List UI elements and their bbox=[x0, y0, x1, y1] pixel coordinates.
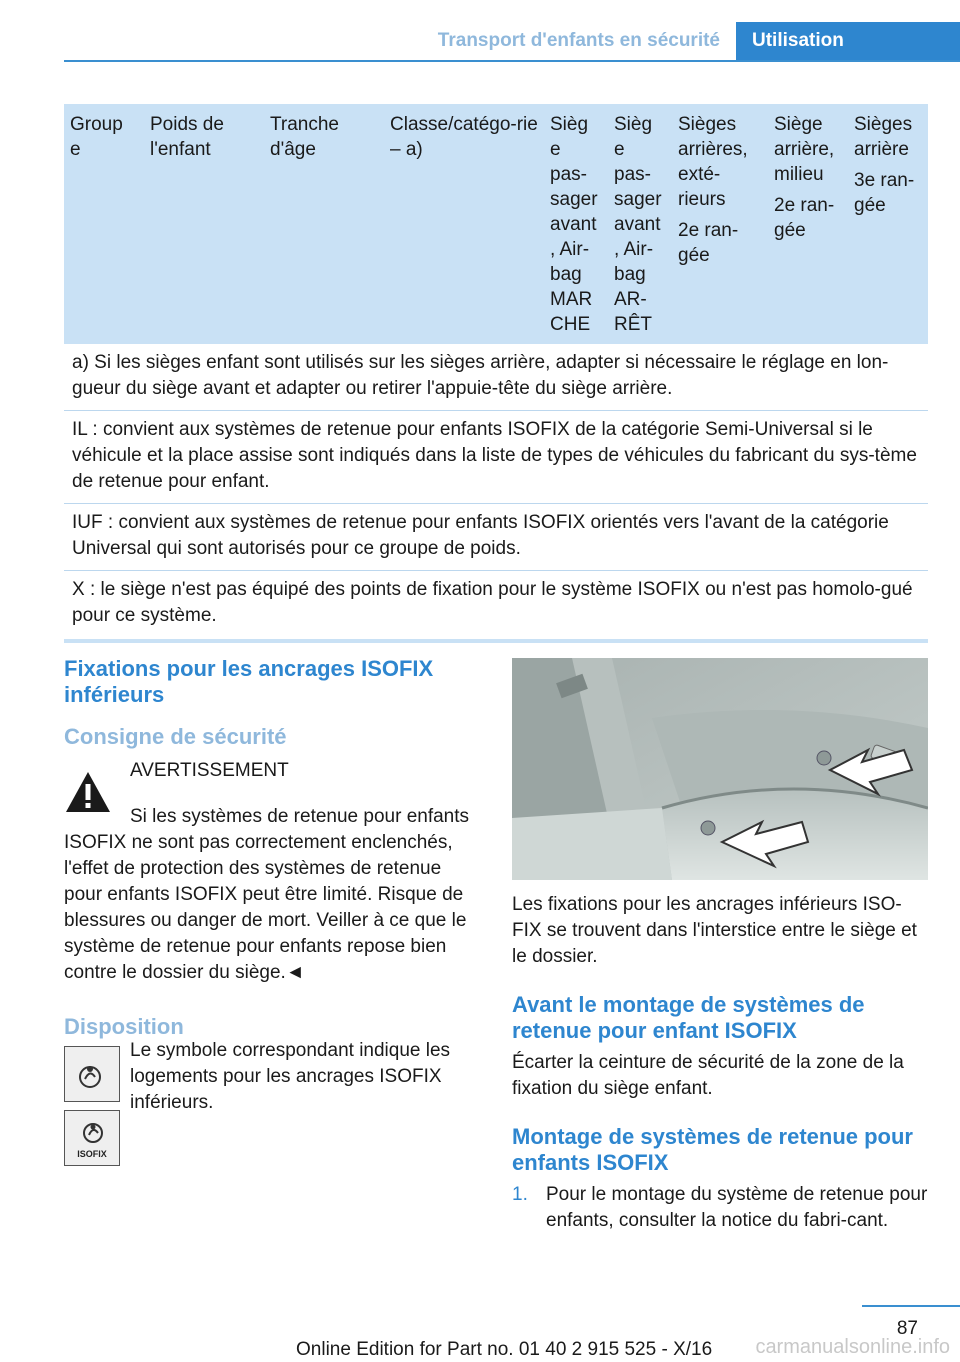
warning-triangle-icon bbox=[64, 770, 112, 814]
isofix-symbol-label: ISOFIX bbox=[77, 1149, 107, 1159]
table-note: IL : convient aux systèmes de retenue pour enfants ISOFIX de la catégorie Semi-Universal si le véhicule et la place assise sont indiqués dans la liste de types de véhicules du fabricant du sys-tème de retenue pour enfant. bbox=[64, 411, 928, 504]
page-header bbox=[0, 0, 960, 62]
table-header-cell: Sièg e pas-sager avant , Air-bag AR-RÊT bbox=[614, 114, 662, 335]
table-note: IUF : convient aux systèmes de retenue pour enfants ISOFIX orientés vers l'avant de la catégorie Universal qui sont autorisés pour ce groupe de poids. bbox=[64, 504, 928, 571]
page-number: 87 bbox=[896, 1318, 918, 1339]
photo-caption: Les fixations pour les ancrages inférieurs ISO-FIX se trouvent dans l'interstice entre le siège et le dossier. bbox=[512, 894, 917, 967]
step-number: 1. bbox=[512, 1184, 528, 1205]
warning-title: AVERTISSEMENT bbox=[130, 760, 289, 781]
table-note: X : le siège n'est pas équipé des points de fixation pour le système ISOFIX ou n'est pas homolo-gué pour ce système. bbox=[72, 579, 913, 626]
table-header-cell: Group e bbox=[70, 114, 123, 160]
isofix-table bbox=[64, 104, 928, 643]
warning-text: Si les systèmes de retenue pour enfants ISOFIX ne sont pas correctement enclenchés, l'effet de protection des systèmes de retenue pour enfants ISOFIX peut être limité. Risque de blessures ou danger de mort. Veiller à ce que le système de retenue pour enfants repose bien contre le dossier du siège.◄ bbox=[64, 806, 470, 983]
edition-line: Online Edition for Part no. 01 40 2 915 525 - X/16 bbox=[296, 1339, 713, 1360]
before-mounting-heading: Avant le montage de systèmes de retenue pour enfant ISOFIX bbox=[512, 992, 865, 1043]
table-header-cell: Classe/catégo-rie – a) bbox=[390, 114, 538, 160]
isofix-anchor-photo bbox=[512, 658, 928, 880]
right-column bbox=[512, 658, 928, 1234]
table-header-row bbox=[64, 104, 928, 344]
table-header-cell: Tranche d'âge bbox=[270, 114, 339, 160]
child-seat-anchor-icon bbox=[64, 1046, 120, 1102]
table-header-cell: Sièges arrière 3e ran-gée bbox=[854, 114, 915, 216]
table-bottom-rule bbox=[64, 637, 928, 643]
isofix-symbol-icon bbox=[64, 1110, 120, 1166]
header-rule bbox=[64, 60, 960, 62]
footer-rule bbox=[862, 1305, 960, 1307]
left-column bbox=[64, 656, 484, 1186]
table-note: a) Si les sièges enfant sont utilisés sur les sièges arrière, adapter si nécessaire le réglage en lon-gueur du siège avant et adapter ou retirer l'appuie-tête du siège arrière. bbox=[64, 344, 928, 411]
table-header-cell: Poids de l'enfant bbox=[150, 114, 224, 160]
disposition-text: Le symbole correspondant indique les logements pour les ancrages ISOFIX inférieurs. bbox=[130, 1040, 451, 1113]
step-text: Pour le montage du système de retenue pour enfants, consulter la notice du fabri-cant. bbox=[546, 1184, 928, 1231]
disposition-heading: Disposition bbox=[64, 1014, 184, 1039]
watermark-text: carmanualsonline.info bbox=[755, 1336, 950, 1358]
list-item bbox=[512, 1182, 928, 1234]
mounting-heading: Montage de systèmes de retenue pour enfants ISOFIX bbox=[512, 1124, 913, 1175]
table-header-cell: Sièges arrières, exté-rieurs 2e ran-gée bbox=[678, 114, 748, 266]
before-mounting-text: Écarter la ceinture de sécurité de la zone de la fixation du siège enfant. bbox=[512, 1052, 904, 1099]
section-title: Fixations pour les ancrages ISOFIX inférieurs bbox=[64, 656, 434, 707]
safety-heading: Consigne de sécurité bbox=[64, 724, 287, 749]
table-header-cell: Siège arrière, milieu 2e ran-gée bbox=[774, 114, 835, 241]
header-chapter-tab[interactable]: Utilisation bbox=[736, 22, 960, 62]
header-section-title: Transport d'enfants en sécurité bbox=[437, 30, 720, 51]
table-header-cell: Sièg e pas-sager avant , Air-bag MAR CHE bbox=[550, 114, 598, 335]
disposition-block bbox=[64, 1040, 484, 1186]
